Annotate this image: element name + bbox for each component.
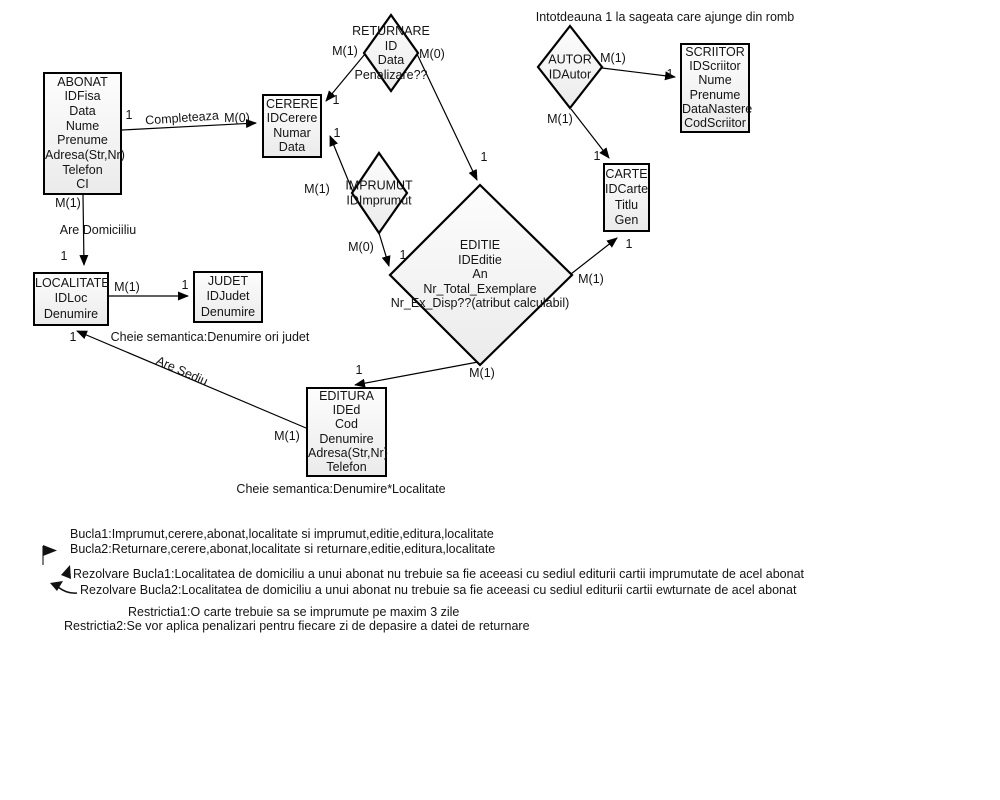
- entity-attribute: Adresa(Str,Nr): [308, 445, 388, 460]
- node-title: SCRIITOR: [685, 45, 745, 60]
- entity-attribute: Titlu: [614, 197, 639, 212]
- entity-attribute: CI: [76, 177, 89, 192]
- entity-attribute: Telefon: [326, 459, 367, 474]
- edge-imprumut-editie[interactable]: [379, 233, 389, 266]
- node-title: JUDET: [207, 274, 249, 289]
- cardinality-label: 1: [666, 67, 674, 81]
- note-rezolvare2: Rezolvare Bucla2:Localitatea de domiciliu a unui abonat nu trebuie sa fie aceeasi cu sediul editurii cartii ewturnate de acel abonat: [80, 583, 797, 597]
- entity-attribute: Denumire: [43, 307, 99, 322]
- note-restrictia2: Restrictia2:Se vor aplica penalizari pentru fiecare zi de depasire a datei de returnare: [64, 619, 530, 633]
- entity-attribute: Cod: [335, 417, 358, 432]
- cardinality-label: M(0): [224, 111, 250, 125]
- relationship-autor-label: [548, 53, 592, 82]
- note-restrictia1: Restrictia1:O carte trebuie sa se imprumute pe maxim 3 zile: [128, 605, 460, 619]
- relation-label-completeaza: Completeaza: [144, 108, 220, 128]
- entity-attribute: IDScriitor: [689, 59, 741, 74]
- node-title: ABONAT: [57, 74, 108, 89]
- relationship-attribute: ID: [384, 38, 398, 53]
- relationship-imprumut-label: [345, 179, 412, 208]
- entity-attribute: Denumire: [319, 431, 374, 446]
- entity-attribute: IDJudet: [206, 289, 250, 304]
- cardinality-label: M(1): [469, 366, 495, 380]
- node-title: LOCALITATE: [35, 275, 110, 290]
- edge-autor-scriitor[interactable]: [602, 68, 675, 77]
- cardinality-label: 1: [125, 108, 133, 122]
- entity-attribute: Data: [278, 140, 306, 155]
- note-bucla1: Bucla1:Imprumut,cerere,abonat,localitate si imprumut,editie,editura,localitate: [70, 527, 494, 541]
- entity-attribute: IDCarte: [605, 182, 649, 197]
- relation-label-are-sediu: Are Sediu: [154, 353, 210, 389]
- cardinality-label: M(0): [348, 240, 374, 254]
- cardinality-label: M(1): [55, 196, 81, 210]
- entity-abonat[interactable]: [43, 72, 125, 195]
- note-bucla2: Bucla2:Returnare,cerere,abonat,localitate si returnare,editie,editura,localitate: [70, 542, 496, 556]
- entity-attribute: Nume: [698, 73, 732, 88]
- cardinality-label: 1: [355, 363, 363, 377]
- relationship-attribute: IDEditie: [458, 252, 502, 267]
- entity-attribute: IDCerere: [266, 111, 318, 126]
- relationship-attribute: Nr_Total_Exemplare: [423, 281, 537, 296]
- note-cheie-judet: Cheie semantica:Denumire ori judet: [110, 330, 310, 344]
- entity-attribute: Adresa(Str,Nr): [45, 147, 125, 162]
- entity-attribute: Prenume: [689, 87, 741, 102]
- edge-editie-editura[interactable]: [355, 362, 478, 385]
- entity-attribute: Denumire: [200, 304, 256, 319]
- entity-judet[interactable]: [193, 271, 263, 323]
- cardinality-label: 1: [181, 278, 189, 292]
- relationship-attribute: IDAutor: [548, 67, 592, 81]
- node-title: EDITIE: [459, 237, 501, 252]
- node-title: CERERE: [265, 96, 319, 111]
- cardinality-label: 1: [593, 149, 601, 163]
- entity-attribute: IDFisa: [64, 89, 101, 104]
- relationship-attribute: Penalizare??: [354, 67, 428, 82]
- entity-editura[interactable]: [306, 387, 387, 477]
- cardinality-label: M(1): [600, 51, 626, 65]
- cardinality-label: M(1): [304, 182, 330, 196]
- entity-attribute: IDLoc: [54, 291, 88, 306]
- relationship-editie-label: [391, 238, 570, 311]
- note-rezolvare1: Rezolvare Bucla1:Localitatea de domiciliu a unui abonat nu trebuie sa fie aceeasi cu sediul editurii cartii imprumutate de acel abonat: [73, 567, 804, 581]
- relationship-attribute: Data: [377, 53, 405, 67]
- cardinality-label: 1: [625, 237, 633, 251]
- cardinality-label: M(1): [578, 272, 604, 286]
- entity-attribute: CodScriitor: [684, 115, 746, 130]
- cardinality-label: 1: [333, 126, 341, 140]
- note-cheie-editura: Cheie semantica:Denumire*Localitate: [236, 482, 446, 496]
- entity-carte[interactable]: [603, 163, 650, 232]
- note-top: Intotdeauna 1 la sageata care ajunge din romb: [535, 10, 795, 24]
- edge-autor-carte[interactable]: [571, 109, 609, 158]
- entity-attribute: IDEd: [332, 403, 361, 418]
- relation-label-are-domiciliu: Are Domiciiliu: [59, 223, 137, 237]
- entity-attribute: Data: [69, 103, 96, 118]
- cardinality-label: 1: [480, 150, 488, 164]
- cardinality-label: M(0): [419, 47, 445, 61]
- entity-attribute: Prenume: [57, 133, 108, 148]
- cardinality-label: 1: [69, 330, 77, 344]
- cardinality-label: M(1): [332, 44, 358, 58]
- node-title: CARTE: [605, 166, 648, 181]
- relationship-attribute: An: [472, 266, 488, 281]
- node-title: EDITURA: [319, 389, 374, 404]
- entity-attribute: Gen: [614, 213, 639, 228]
- node-title: IMPRUMUT: [345, 178, 413, 193]
- cardinality-label: M(1): [274, 429, 300, 443]
- entity-attribute: Telefon: [62, 162, 103, 177]
- entity-attribute: Nume: [65, 118, 100, 133]
- edge-editie-carte[interactable]: [571, 238, 617, 274]
- relationship-attribute: Nr_Ex_Disp??(atribut calculabil): [390, 295, 570, 310]
- cardinality-label: M(1): [114, 280, 140, 294]
- node-title: AUTOR: [548, 52, 592, 67]
- entity-scriitor[interactable]: [680, 43, 753, 133]
- entity-cerere[interactable]: [262, 94, 322, 158]
- relationship-attribute: IDImprumut: [346, 193, 412, 207]
- entity-localitate[interactable]: [33, 272, 109, 326]
- node-title: RETURNARE: [352, 24, 430, 38]
- cardinality-label: M(1): [547, 112, 573, 126]
- entity-attribute: Numar: [273, 125, 311, 140]
- cardinality-label: 1: [332, 93, 340, 107]
- cardinality-label: 1: [399, 248, 407, 262]
- cardinality-label: 1: [60, 249, 68, 263]
- pen-nib-icon: [59, 565, 73, 581]
- entity-attribute: DataNastere: [682, 101, 753, 116]
- flag-icon: [40, 542, 60, 566]
- curved-arrow-icon: [49, 580, 79, 596]
